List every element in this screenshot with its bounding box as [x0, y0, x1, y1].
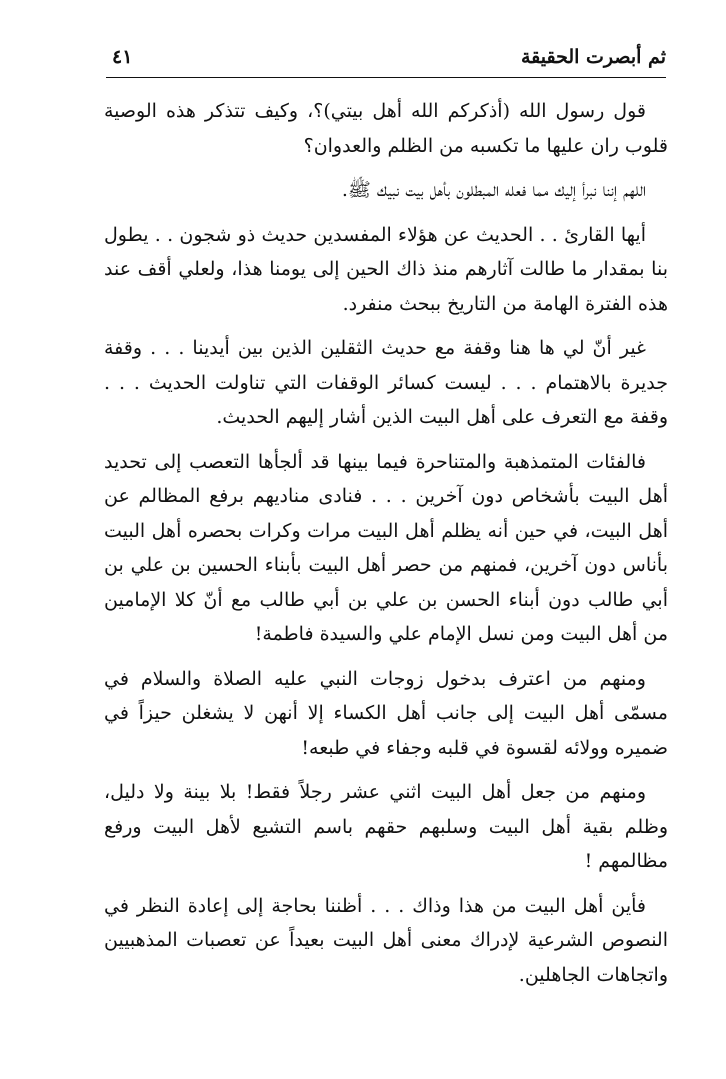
page-header	[106, 42, 666, 78]
paragraph-3: أيها القارئ . . الحديث عن هؤلاء المفسدين حديث ذو شجون . . يطول بنا بمقدار ما طالت آثارهم منذ ذاك الحين إلى يومنا هذا، ولعلي أقف عند هذه الفترة الهامة من التاريخ ببحث منفرد.	[104, 223, 668, 315]
paragraph-2: اللهم إننا نبرأ إليك مما فعله المبطلون بأهل بيت نبيك ﷺ.	[341, 179, 646, 201]
paragraph-4: غير أنّ لي ها هنا وقفة مع حديث الثقلين الذين بين أيدينا . . . وقفة جديرة بالاهتمام . . . ليست كسائر الوقفات التي تناولت الحديث . . . وقفة مع التعرف على أهل البيت الذين أشار إليهم الحديث.	[104, 337, 668, 428]
page-body	[104, 94, 668, 992]
header-rule	[106, 77, 666, 78]
paragraph-8: فأين أهل البيت من هذا وذاك . . . أظننا بحاجة إلى إعادة النظر في النصوص الشرعية لإدراك معنى أهل البيت بعيداً عن تعصبات المذهبيين واتجاهات الجاهلين.	[104, 894, 668, 986]
paragraph-6: ومنهم من اعترف بدخول زوجات النبي عليه الصلاة والسلام في مسمّى أهل البيت إلى جانب أهل الكساء إلا أنهن لا يشغلن حيزاً في ضميره وولائه لقسوة في قلبه وجفاء في طبعه!	[104, 667, 668, 759]
running-title: ثم أبصرت الحقيقة	[520, 46, 666, 68]
paragraph-1: قول رسول الله (أذكركم الله أهل بيتي)؟، وكيف تتذكر هذه الوصية قلوب ران عليها ما تكسبه من الظلم والعدوان؟	[104, 100, 668, 157]
page-number: ٤١	[112, 46, 133, 68]
paragraph-7: ومنهم من جعل أهل البيت اثني عشر رجلاً فقط! بلا بينة ولا دليل، وظلم بقية أهل البيت وسلبهم حقهم باسم التشيع لأهل البيت ورفع مظالمهم !	[104, 781, 668, 872]
paragraph-5: فالفئات المتمذهبة والمتناحرة فيما بينها قد ألجأها التعصب إلى تحديد أهل البيت بأشخاص دون آخرين . . . فنادى مناديهم برفع المظالم عن أهل البيت، في حين أنه يظلم أهل البيت مرات وكرات بحصره أهل البيت بأناس دون آخرين، فمنهم من حصر أهل البيت بأبناء الحسين بن علي بن أبي طالب دون أبناء الحسن بن علي بن أبي طالب مع أنّ كلا الإمامين من أهل البيت ومن نسل الإمام علي والسيدة فاطمة!	[104, 450, 668, 645]
